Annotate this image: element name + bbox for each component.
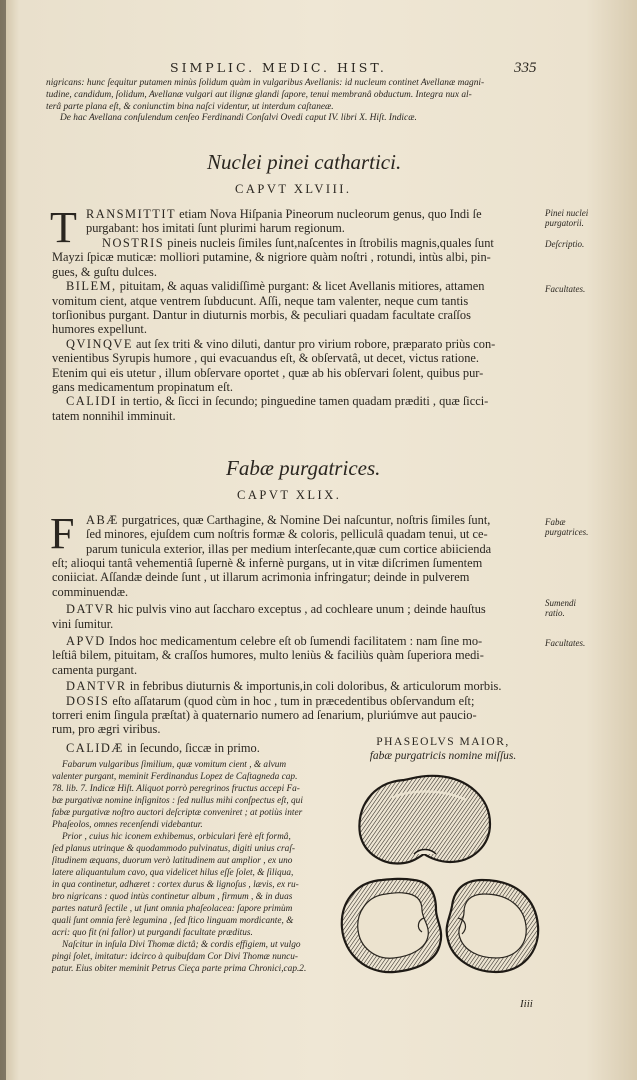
- figure-caption: [338, 735, 548, 763]
- text-line: ſed minores, ejuſdem cum noſtris formæ & coloris, pelliculâ quadam tenui, ut ce-: [86, 527, 488, 542]
- text-line: torreri enim ſingula præſtat) à quaternario numero ad ſenarium, pluriúmve aut paucio-: [52, 708, 477, 723]
- text-line: parum tunicula exterior, illas per medium interſecante,quæ cum cortice abiicienda: [86, 541, 492, 556]
- commentary: [52, 759, 332, 975]
- text-line: Indos hoc medicamentum celebre eſt ob ſumendi facilitatem : nam ſine mo-: [108, 634, 483, 649]
- commentary-line: patur. Eius obiter meminit Petrus Cieça parte prima Chronici,cap.2.: [52, 964, 307, 974]
- commentary-line: valenter purgant, meminit Ferdinandus Lopez de Caſtagneda cap.: [52, 772, 298, 782]
- commentary-line: in qua continetur, adhæret : cortex durus & lignoſus , lævis, ex ru-: [52, 880, 299, 890]
- page-number: 335: [514, 60, 537, 76]
- text-line: humores expellunt.: [52, 322, 147, 337]
- text-line: comminuendæ.: [52, 584, 129, 599]
- text-line: vomitum cient, atque ventrem ſubducunt. Aſſi, neque tam valenter, neque cum tantis: [52, 293, 469, 308]
- text-line: purgatrices, quæ Carthagine, & Nomine Dei naſcuntur, noſtris ſimiles ſunt,: [121, 513, 491, 527]
- text-line: gans medicamentum propinatum eſt.: [52, 380, 233, 395]
- intro-line: terâ parte plana eſt, & coniunctim bina naſci videntur, ut interdum caſtaneæ.: [46, 101, 334, 112]
- text-line: vini ſumitur.: [52, 616, 114, 631]
- text-line: pineis nucleis ſimiles ſunt,naſcentes in ſtrobilis magnis,quales ſunt: [167, 236, 494, 250]
- margin-note: Sumendi ratio.: [545, 598, 576, 618]
- text-line: leſtiâ bilem, pituitam, & craſſos humores, multo leniùs & faciliùs quàm ſuperiora medi-: [52, 648, 484, 663]
- lead-word: CALIDI: [66, 394, 117, 409]
- commentary-line: Fabarum vulgaribus ſimilium, quæ vomitum cient , & alvum: [62, 760, 287, 770]
- text-line: camenta purgant.: [52, 662, 138, 677]
- text-line: eſt; alioqui tantâ vehementiâ ſupernè & infernè purgans, ut in vitæ diſcrimen ſumentem: [52, 556, 483, 570]
- bean-woodcut-illustration: [332, 768, 548, 983]
- commentary-line: bæ purgativæ nomine inſignitos : ſed nullus mihi conſpectus eſt, qui: [52, 796, 303, 806]
- text-line: hic pulvis vino aut ſaccharo exceptus , ad cochleare unum ; deinde hauſtus: [117, 602, 486, 617]
- lead-word: CALIDÆ: [66, 741, 124, 755]
- intro-note: De hac Avellana conſulendum cenſeo Ferdinandi Conſalvi Ovedi caput IV. libri X. Hiſt. Indicæ.: [60, 113, 417, 124]
- drop-cap: T: [50, 203, 77, 252]
- text-line: eſto aſſatarum (quod cùm in hoc , tum in præcedentibus obſervandum eſt;: [112, 693, 475, 708]
- intro-line: nigricans: hunc ſequitur putamen minùs ſolidum quàm in vulgaribus Avellanis: id nucleum continet Avellanæ magni-: [46, 78, 485, 88]
- intro-paragraph: [46, 78, 546, 125]
- chapter-heading: CAPVT XLIX.: [237, 488, 342, 502]
- drop-cap: F: [50, 509, 75, 558]
- margin-note: Facultates.: [545, 284, 586, 294]
- commentary-line: Prior , cuius hic iconem exhibemus, orbiculari ferè eſt formâ,: [62, 832, 291, 842]
- lead-word: DANTVR: [66, 679, 127, 694]
- text-line: rum, pro ægri viribus.: [52, 722, 161, 737]
- margin-note: Deſcriptio.: [545, 239, 585, 249]
- section-title: Nuclei pinei cathartici.: [207, 150, 402, 174]
- lead-word: NOSTRIS: [102, 236, 165, 250]
- paragraph: [86, 513, 539, 556]
- lead-word: QVINQVE: [66, 336, 133, 351]
- caption-title: PHASEOLVS MAIOR,: [376, 736, 510, 748]
- lead-word: ABÆ: [86, 513, 119, 527]
- text-line: aut ſex triti & vino diluti, dantur pro virium robore, præparato priùs con-: [136, 336, 496, 351]
- commentary-line: fabæ purgativæ noſtro auctori deſcriptæ conveniret ; at potiùs inter: [52, 808, 303, 818]
- signature-mark: Iiii: [520, 998, 533, 1010]
- lead-word: DOSIS: [66, 693, 110, 708]
- running-title: SIMPLIC. MEDIC. HIST.: [170, 60, 387, 75]
- commentary-line: Phaſeolos, omnes recenſendi videbantur.: [52, 820, 203, 830]
- text-line: gues, & guſtu dulces.: [52, 264, 157, 279]
- lead-word: APVD: [66, 634, 106, 649]
- commentary-line: latere aliquantulum cavo, qua videlicet hilus eſſe ſolet, & ſiliqua,: [52, 868, 294, 878]
- text-line: coniiciat. Aſſandæ deinde ſunt , ut illarum acrimonia infringatur; deinde in pulverem: [52, 570, 470, 585]
- text-line: Etenim qui eis utetur , illum obſervare oportet , quæ ab his obſervari ſolent, quibus pur-: [52, 365, 484, 380]
- text-line: in ſecundo, ſiccæ in primo.: [126, 741, 260, 755]
- lead-word: BILEM,: [66, 279, 117, 294]
- commentary-line: acri: quo fit (ni fallor) ut purgandi facultate præditus.: [52, 928, 253, 938]
- split-bean-left-half: [342, 879, 441, 972]
- text-line: Mayzi ſpicæ muticæ: molliori putamine, & nigriore quàm noſtri , rotundi, intùs albi, pin-: [52, 250, 491, 265]
- section-title: Fabæ purgatrices.: [226, 456, 381, 480]
- commentary-line: pingi ſolet, imitatur: idcirco à quibuſdam Cor Divi Thomæ nuncu-: [52, 952, 299, 962]
- caption-subtitle: fabæ purgatricis nomine miſſus.: [369, 750, 517, 762]
- margin-note: Fabæ purgatrices.: [545, 517, 589, 537]
- chapter-heading: CAPVT XLVIII.: [235, 182, 352, 196]
- margin-note: Pinei nuclei purgatorii.: [545, 208, 589, 228]
- paragraph: [52, 556, 539, 737]
- commentary-line: Naſcitur in inſula Divi Thomæ dictâ; & cordis effigiem, ut vulgo: [62, 940, 301, 950]
- paragraph: [66, 741, 326, 755]
- text-line: pituitam, & aquas validiſſimè purgant: & licet Avellanis mitiores, attamen: [119, 279, 485, 294]
- commentary-line: partes naturâ ſectile , ut ſunt omnia phaſeolacea: ſapore primùm: [52, 904, 293, 914]
- paragraph: [86, 207, 539, 236]
- commentary-line: bro nigricans : quod intùs continetur album , firmum , & in duas: [52, 892, 293, 902]
- text-line: in febribus diuturnis & importunis,in coli doloribus, & articulorum morbis.: [129, 679, 502, 694]
- commentary-line: quali ſunt omnia ferè legumina , ſed ſtico linguam mordicante, &: [52, 916, 294, 926]
- text-line: purgabant: hos imitati ſunt plurimi harum regionum.: [86, 221, 345, 236]
- text-line: etiam Nova Hiſpania Pineorum nucleorum genus, quo Indi ſe: [179, 207, 482, 221]
- commentary-line: ſitudinem æquans, duorum verò latitudinem aut amplior , ex uno: [52, 856, 293, 866]
- text-line: venientibus Syrupis humore , qui evacuandus eſt, & obſervatâ, ut decet, victus ratione.: [52, 351, 480, 366]
- commentary-line: ſed planus utrinque & quodammodo pulvinatus, digiti unius craſ-: [52, 844, 296, 854]
- commentary-line: 78. lib. 7. Indicæ Hiſt. Aliquot porrò peregrinos fructus accepi Fa-: [52, 784, 300, 794]
- lead-word: RANSMITTIT: [86, 207, 177, 221]
- text-line: in tertio, & ſicci in ſecundo; pinguedine tamen quadam præditi , quæ ſicci-: [120, 394, 489, 409]
- text-line: torſionibus purgant. Dantur in diuturnis morbis, & peculiari quadam facultate craſſos: [52, 308, 471, 323]
- lead-word: DATVR: [66, 602, 115, 617]
- paragraph: [52, 236, 539, 423]
- split-bean-right-half: [447, 880, 538, 972]
- whole-bean: [359, 776, 490, 864]
- text-line: tatem nonnihil imminuit.: [52, 408, 176, 423]
- intro-line: tudine, candidum, ſolidum, Avellanæ vulgari aut ilignæ glandi ſapore, tenui membranâ obductum. Integra nux al-: [46, 89, 472, 100]
- margin-note: Facultates.: [545, 638, 586, 648]
